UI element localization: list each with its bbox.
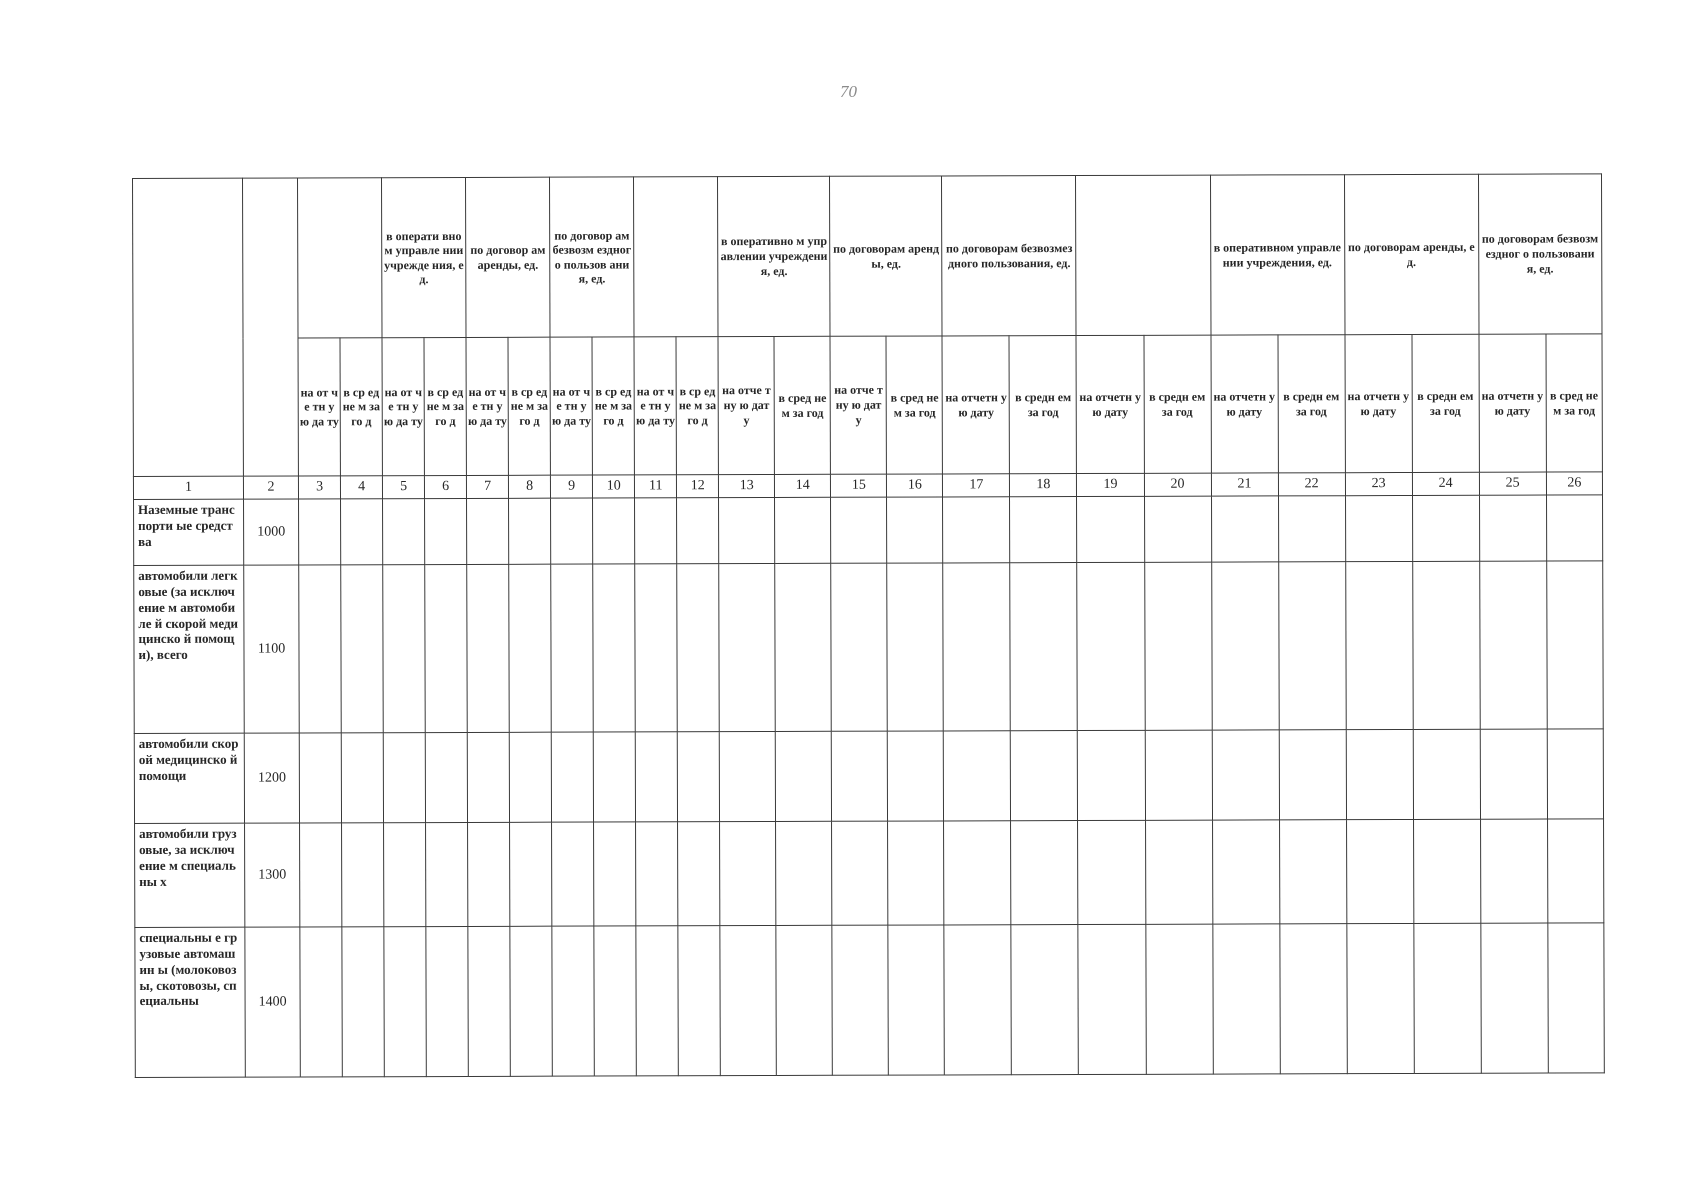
subheader-report-date: на отчетн ую дату [1479,334,1546,472]
group-header: по договор ам аренды, ед. [466,177,551,337]
data-cell [593,564,636,732]
data-cell [888,821,944,925]
data-cell [509,564,552,732]
row-label: Наземные транспорти ые средства [134,499,244,565]
row-code: 1100 [244,565,300,733]
subheader-yearly-average: в ср ед не м за го д [424,337,466,475]
column-number: 6 [425,475,467,498]
data-cell [384,823,426,927]
subheader-yearly-average: в ср ед не м за го д [508,337,550,475]
data-cell [1144,496,1211,562]
data-cell [1145,924,1213,1074]
column-number: 25 [1479,472,1546,495]
data-cell [1077,562,1145,730]
column-number: 5 [383,476,425,499]
data-cell [1479,495,1546,561]
column-number: 1 [133,476,243,499]
data-cell [594,822,636,926]
column-number: 19 [1077,473,1144,496]
subheader-yearly-average: в ср ед не м за го д [592,337,634,475]
data-cell [944,821,1011,925]
data-cell [1479,561,1547,729]
data-cell [719,563,776,731]
group-header: по договорам безвозмездного пользования, ед. [942,176,1077,336]
data-cell [341,733,383,823]
column-number: 26 [1546,472,1602,495]
data-cell [887,497,943,563]
data-cell [593,732,635,822]
row-code: 1400 [245,927,301,1077]
data-cell [832,925,889,1075]
subheader-report-date: на от че тн у ю да ту [634,337,676,475]
table-row [134,561,1604,734]
data-cell [1546,495,1603,561]
data-cell [776,925,833,1075]
column-number: 14 [775,474,831,497]
data-cell [677,732,719,822]
data-cell [1480,819,1547,923]
data-cell [1011,925,1079,1075]
data-cell [426,822,468,926]
subheader-yearly-average: в ср ед не м за го д [676,337,718,475]
data-cell [552,822,594,926]
data-cell [1211,496,1278,562]
data-cell [1547,819,1604,923]
data-cell [1480,729,1547,819]
data-cell [635,498,677,564]
data-cell [1346,923,1414,1073]
page-number: 70 [840,82,857,101]
data-cell [776,821,832,925]
column-number: 18 [1010,474,1077,497]
data-cell [383,565,426,733]
data-cell [1145,730,1212,820]
column-number: 12 [677,475,719,498]
data-cell [1278,496,1345,562]
data-cell [383,499,425,565]
data-cell [678,926,720,1076]
data-cell [299,499,341,565]
data-cell [1481,923,1549,1073]
header-row-groups [133,174,1602,339]
data-cell [887,563,944,731]
row-code: 1200 [244,733,299,823]
column-number: 20 [1144,473,1211,496]
data-cell [299,733,341,823]
row-label: специальны е грузовые автомашин ы (молоковоз ы, скотовозы, специальны [135,927,246,1077]
data-cell [425,564,468,732]
column-number: 9 [551,475,593,498]
column-number: 21 [1211,473,1278,496]
group-header: по договорам аренды, ед. [1344,174,1479,334]
column-number: 7 [467,475,509,498]
data-cell [510,822,552,926]
column-number: 2 [243,476,298,499]
data-cell [1346,819,1413,923]
subheader-report-date: на от че тн у ю да ту [550,337,592,475]
data-cell [341,565,384,733]
data-cell [1212,924,1280,1074]
data-cell [943,563,1011,731]
subheader-yearly-average: в средн ем за год [1144,335,1211,473]
subheader-report-date: на от че тн у ю да ту [298,338,340,476]
column-number: 23 [1345,472,1412,495]
data-cell [677,498,719,564]
data-cell [944,925,1012,1075]
data-cell [720,731,776,821]
column-number: 4 [341,476,383,499]
data-cell [636,926,678,1076]
data-cell [509,498,551,564]
data-cell [1412,561,1480,729]
data-cell [510,926,552,1076]
data-cell [1078,820,1145,924]
column-number: 13 [719,474,775,497]
subheader-report-date: на отчетн ую дату [1345,334,1412,472]
data-cell [832,731,888,821]
subheader-yearly-average: в сред нем за год [1546,334,1603,472]
data-cell [425,498,467,564]
subheader-report-date: на отчетн ую дату [942,336,1009,474]
column-number: 22 [1278,473,1345,496]
column-number: 15 [831,474,887,497]
data-cell [1078,730,1145,820]
data-cell [635,564,678,732]
data-cell [426,926,468,1076]
data-cell [341,499,383,565]
data-cell [342,823,384,927]
data-cell [831,497,887,563]
header-blank-col1 [133,178,244,476]
data-cell [342,927,384,1077]
data-cell [776,731,832,821]
data-cell [775,563,832,731]
data-cell [467,498,509,564]
data-cell [1279,820,1346,924]
data-cell [299,565,342,733]
data-cell [1346,729,1413,819]
data-cell [1413,923,1481,1073]
data-cell [720,821,776,925]
data-cell [467,564,510,732]
data-cell [1345,561,1413,729]
header-blank-col2 [243,178,299,476]
table-row [134,729,1603,824]
data-cell [1011,731,1078,821]
subheader-yearly-average: в сред нем за год [774,336,830,474]
data-cell [1548,923,1605,1073]
data-cell [384,927,426,1077]
data-cell [1547,729,1604,819]
column-number: 24 [1412,472,1479,495]
subheader-yearly-average: в средн ем за год [1278,335,1345,473]
data-cell [551,732,593,822]
data-cell [720,925,777,1075]
data-cell [1546,561,1603,729]
column-number: 16 [887,474,943,497]
subheader-yearly-average: в сред нем за год [886,336,942,474]
data-cell [888,731,944,821]
header-blank-group-c [1076,175,1211,335]
data-cell [1010,497,1077,563]
group-header: в оперативном управлении учреждения, ед. [1210,175,1345,335]
subheader-yearly-average: в средн ем за год [1412,334,1479,472]
column-number: 11 [635,475,677,498]
subheader-yearly-average: в ср ед не м за го д [340,338,382,476]
data-cell [468,926,510,1076]
row-label: автомобили грузовые, за исключение м специальны х [135,823,245,927]
data-cell [888,925,945,1075]
column-number: 8 [509,475,551,498]
data-cell [300,927,342,1077]
row-label: автомобили легковые (за исключение м автомобиле й скорой медицинско й помощи), всего [134,565,245,733]
group-header: в оперативно м управлении учреждения, ед. [718,176,831,336]
subheader-report-date: на отче тну ю дату [718,336,774,474]
data-cell [1145,820,1212,924]
data-cell [1413,819,1480,923]
row-label: автомобили скорой медицинско й помощи [134,733,244,823]
data-cell [1211,562,1279,730]
data-cell [468,822,510,926]
data-cell [594,926,637,1076]
data-cell [551,564,594,732]
header-row-subcolumns [133,334,1602,477]
header-blank-group-b [634,177,719,337]
data-cell [1011,821,1078,925]
data-cell [677,564,720,732]
data-cell [425,732,467,822]
data-cell [636,822,678,926]
subheader-report-date: на отче тну ю дату [830,336,886,474]
subheader-yearly-average: в средн ем за год [1009,336,1076,474]
data-cell [944,731,1011,821]
data-cell [1212,730,1279,820]
data-cell [509,732,551,822]
column-number: 3 [299,476,341,499]
data-cell [1010,563,1078,731]
group-header: по договорам безвозмездног о пользования, ед. [1478,174,1602,334]
table-row [134,495,1603,566]
group-header: в операти вном управле нии учрежде ния, ед. [382,177,467,337]
column-number: 10 [593,475,635,498]
data-cell [1078,924,1146,1074]
data-cell [1278,562,1346,730]
data-cell [1279,924,1347,1074]
data-cell [467,732,509,822]
data-cell [1212,820,1279,924]
data-cell [678,822,720,926]
table-row [135,819,1604,928]
data-cell [1413,729,1480,819]
data-cell [635,732,677,822]
report-form-table [132,173,1605,1078]
table-row [135,923,1604,1078]
data-cell [775,497,831,563]
data-cell [831,563,888,731]
data-cell [1345,495,1412,561]
data-cell [719,497,775,563]
data-cell [593,498,635,564]
data-cell [300,823,342,927]
data-cell [832,821,888,925]
group-header: по договорам аренды, ед. [830,176,943,336]
subheader-report-date: на от че тн у ю да ту [382,338,424,476]
data-cell [552,926,594,1076]
subheader-report-date: на от че тн у ю да ту [466,337,508,475]
column-number: 17 [943,474,1010,497]
header-blank-group-a [298,178,383,338]
subheader-report-date: на отчетн ую дату [1211,335,1278,473]
data-cell [1412,495,1479,561]
data-cell [1077,496,1144,562]
group-header: по договор ам безвозм ездного пользов ания, ед. [550,177,635,337]
subheader-report-date: на отчетн ую дату [1076,335,1143,473]
row-code: 1000 [244,499,299,565]
data-cell [551,498,593,564]
data-cell [1144,562,1212,730]
data-cell [383,733,425,823]
data-cell [1279,730,1346,820]
row-code: 1300 [245,823,300,927]
data-cell [943,497,1010,563]
